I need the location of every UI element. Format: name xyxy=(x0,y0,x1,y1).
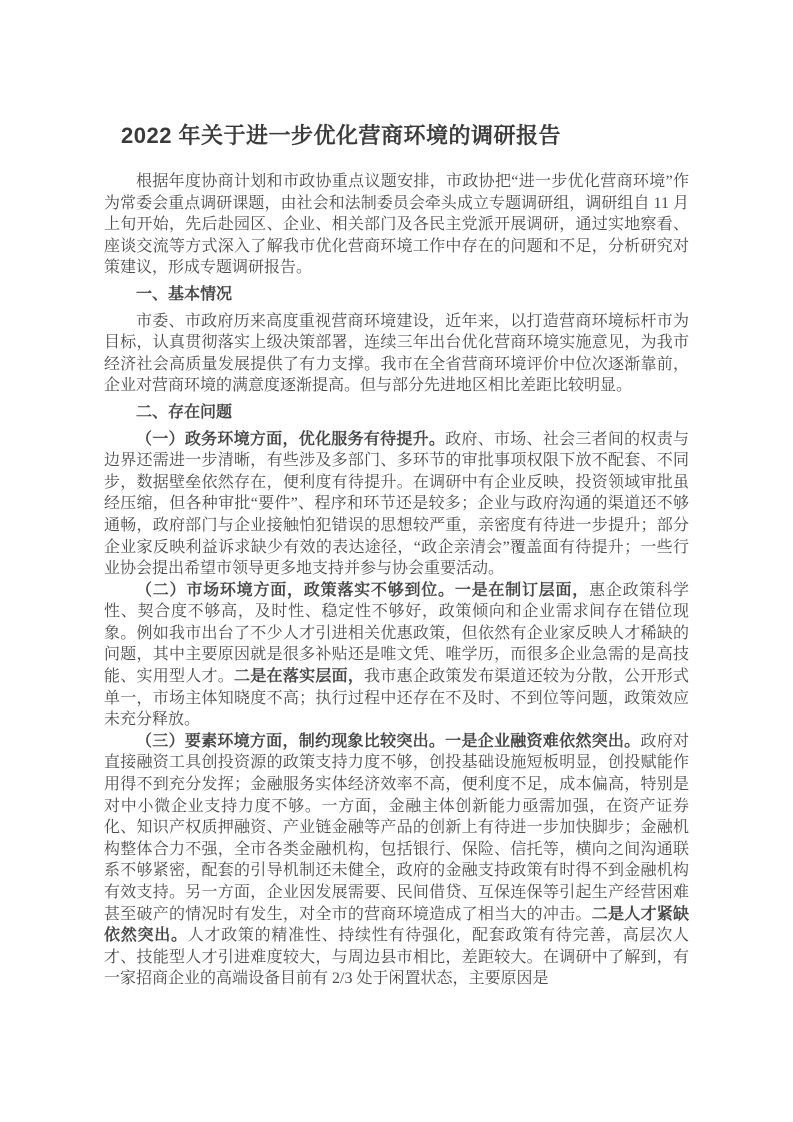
intro-paragraph: 根据年度协商计划和市政协重点议题安排，市政协把“进一步优化营商环境”作为常委会重点调研课题，由社会和法制委员会牵头成立专题调研组，调研组自 11 月上旬开始，先后赴园区、企业、相关部门及各民主党派开展调研，通过实地察看、座谈交流等方式深入了解我市优化营商环境工作中存在的问题和不足，分析研究对策建议，形成专题调研报告。 xyxy=(104,173,689,277)
problem-1-body: 政府、市场、社会三者间的权责与边界还需进一步清晰，有些涉及多部门、多环节的审批事项权限下放不配套、不同步，数据壁垒依然存在，便利度有待提升。在调研中有企业反映，投资领域审批虽经压缩，但各种审批“要件”、程序和环节还是较多；企业与政府沟通的渠道还不够通畅，政府部门与企业接触怕犯错误的思想较严重，亲密度有待进一步提升；部分企业家反映利益诉求缺少有效的表达途径，“政企亲清会”覆盖面有待提升；一些行业协会提出希望市领导更多地支持并参与协会重要活动。 xyxy=(104,430,689,578)
problem-paragraph-3 xyxy=(104,731,689,990)
problem-2-body-1: 惠企政策科学性、契合度不够高，及时性、稳定性不够好，政策倾向和企业需求间存在错位现象。例如我市出台了不少人才引进相关优惠政策，但依然有企业家反映人才稀缺的问题，其中主要原因就是很多补贴还是唯文凭、唯学历，而很多企业急需的是高技能、实用型人才。 xyxy=(104,581,689,686)
problem-paragraph-2 xyxy=(104,580,689,731)
problem-paragraph-1 xyxy=(104,429,689,580)
problem-2-lead-1: （二）市场环境方面，政策落实不够到位。一是在制订层面， xyxy=(136,581,590,599)
problem-2-body-2: 我市惠企政策发布渠道还较为分散，公开形式单一，市场主体知晓度不高；执行过程中还存在不及时、不到位等问题，政策效应未充分释放。 xyxy=(104,668,689,729)
document-content xyxy=(104,121,689,990)
heading-existing-problems: 二、存在问题 xyxy=(136,403,233,421)
problem-3-body-1: 政府对直接融资工具创投资源的政策支持力度不够，创投基础设施短板明显，创投赋能作用得不到充分发挥；金融服务实体经济效率不高，便利度不足，成本偏高，特别是对中小微企业支持力度不够。一方面，金融主体创新能力亟需加强，在资产证券化、知识产权质押融资、产业链金融等产品的创新上有待进一步加快脚步；金融机构整体合力不强，全市各类金融机构，包括银行、保险、信托等，横向之间沟通联系不够紧密，配套的引导机制还未健全，政府的金融支持政策有时得不到金融机构有效支持。另一方面，企业因发展需要、民间借贷、互保连保等引起生产经营困难甚至破产的情况时有发生，对全市的营商环境造成了相当大的冲击。 xyxy=(104,732,689,923)
problem-3-lead-2: 二是人才紧缺依然突出。 xyxy=(104,905,689,945)
problem-2-lead-2: 二是在落实层面， xyxy=(234,668,365,686)
report-title: 2022 年关于进一步优化营商环境的调研报告 xyxy=(121,123,562,148)
basic-situation-paragraph: 市委、市政府历来高度重视营商环境建设，近年来，以打造营商环境标杆市为目标，认真贯彻落实上级决策部署，连续三年出台优化营商环境实施意见，为我市经济社会高质量发展提供了有力支撑。我市在全省营商环境评价中位次逐渐靠前，企业对营商环境的满意度逐渐提高。但与部分先进地区相比差距比较明显。 xyxy=(104,312,689,395)
heading-basic-situation: 一、基本情况 xyxy=(136,285,233,303)
problem-1-lead: （一）政务环境方面，优化服务有待提升。 xyxy=(136,430,446,448)
problem-3-body-2: 人才政策的精准性、持续性有待强化，配套政策有待完善，高层次人才、技能型人才引进难度较大，与周边县市相比，差距较大。在调研中了解到，有一家招商企业的高端设备目前有 2/3 处于闲置状态，主要原因是 xyxy=(104,927,689,988)
problem-3-lead-1: （三）要素环境方面，制约现象比较突出。一是企业融资难依然突出。 xyxy=(136,732,641,750)
